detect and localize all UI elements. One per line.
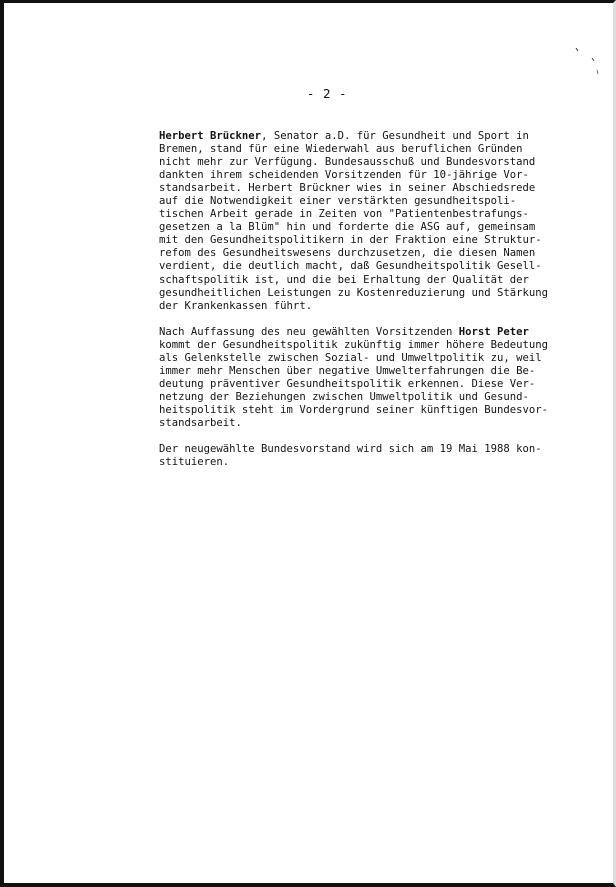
bold-name: Horst Peter xyxy=(458,325,529,338)
text-line xyxy=(159,325,529,339)
text-segment: als Gelenkstelle zwischen Sozial- und Umweltpolitik zu, weil xyxy=(159,351,542,364)
text-line xyxy=(159,417,524,430)
text-segment: netzung der Beziehungen zwischen Umweltpolitik und Gesund- xyxy=(159,390,529,403)
text-segment: Der neugewählte Bundesvorstand wird sich am 19 Mai 1988 kon- xyxy=(159,443,542,456)
text-segment: refom des Gesundheitswesens durchzusetzen, die diesen Namen xyxy=(159,247,536,260)
text-segment: kommt der Gesundheitspolitik zukünftig immer höhere Bedeutung xyxy=(159,338,549,351)
text-segment: gesundheitlichen Leistungen zu Kostenreduzierung und Stärkung xyxy=(159,286,549,299)
paragraph-brueckner xyxy=(159,130,549,313)
text-segment: schaftspolitik ist, und die bei Erhaltung der Qualität der xyxy=(159,273,529,286)
text-segment: nicht mehr zur Verfügung. Bundesausschuß und Bundesvorstand xyxy=(159,156,536,169)
text-line xyxy=(159,130,529,143)
text-segment: stituieren. xyxy=(159,456,230,469)
text-segment: Nach Auffassung des neu gewählten Vorsitzenden xyxy=(159,325,459,338)
text-line xyxy=(159,300,524,313)
bold-name: Herbert Brückner xyxy=(159,130,262,142)
text-line xyxy=(159,273,529,287)
text-line xyxy=(159,338,549,352)
text-line xyxy=(159,169,529,182)
text-line xyxy=(159,156,536,169)
text-segment: Bremen, stand für eine Wiederwahl aus beruflichen Gründen xyxy=(159,143,523,156)
text-segment: standsarbeit. xyxy=(159,416,242,429)
text-line xyxy=(159,221,536,234)
text-line xyxy=(159,377,536,391)
text-segment: mit den Gesundheitspolitikern in der Fraktion eine Struktur- xyxy=(159,234,542,247)
text-line xyxy=(159,143,524,156)
paragraph-constitution xyxy=(159,443,542,469)
text-line xyxy=(159,182,536,195)
text-segment: standsarbeit. Herbert Brückner wies in seiner Abschiedsrede xyxy=(159,182,536,195)
text-line xyxy=(159,390,529,404)
page-number: - 2 - xyxy=(306,86,348,101)
scan-specks xyxy=(572,46,602,80)
text-segment: tischen Arbeit gerade in Zeiten von "Patientenbestrafungs- xyxy=(159,208,529,221)
text-segment: immer mehr Menschen über negative Umwelterfahrungen die Be- xyxy=(159,364,536,377)
text-line xyxy=(159,260,542,273)
text-line xyxy=(159,364,536,378)
text-segment: der Krankenkassen führt. xyxy=(159,299,313,312)
text-segment: dankten ihrem scheidenden Vorsitzenden für 10-jährige Vor- xyxy=(159,169,529,182)
text-line xyxy=(159,286,549,300)
text-line xyxy=(159,456,524,469)
text-segment: , Senator a.D. für Gesundheit und Sport in xyxy=(261,130,529,142)
text-line xyxy=(159,208,529,221)
text-line xyxy=(159,351,542,365)
text-segment: gesetzen a la Blüm" hin und forderte die ASG auf, gemeinsam xyxy=(159,221,536,234)
text-segment: verdient, die deutlich macht, daß Gesundheitspolitik Gesell- xyxy=(159,260,542,273)
text-segment: heitspolitik steht im Vordergrund seiner künftigen Bundesvor- xyxy=(159,403,549,416)
text-segment: deutung präventiver Gesundheitspolitik erkennen. Diese Ver- xyxy=(159,377,536,390)
paragraph-horst-peter xyxy=(159,325,549,430)
text-segment: auf die Notwendigkeit einer verstärkten gesundheitspoli- xyxy=(159,195,517,208)
text-line xyxy=(159,403,549,417)
text-line xyxy=(159,195,524,208)
text-line xyxy=(159,247,536,260)
text-line xyxy=(159,234,542,247)
text-line xyxy=(159,443,542,456)
document-body xyxy=(159,130,549,469)
